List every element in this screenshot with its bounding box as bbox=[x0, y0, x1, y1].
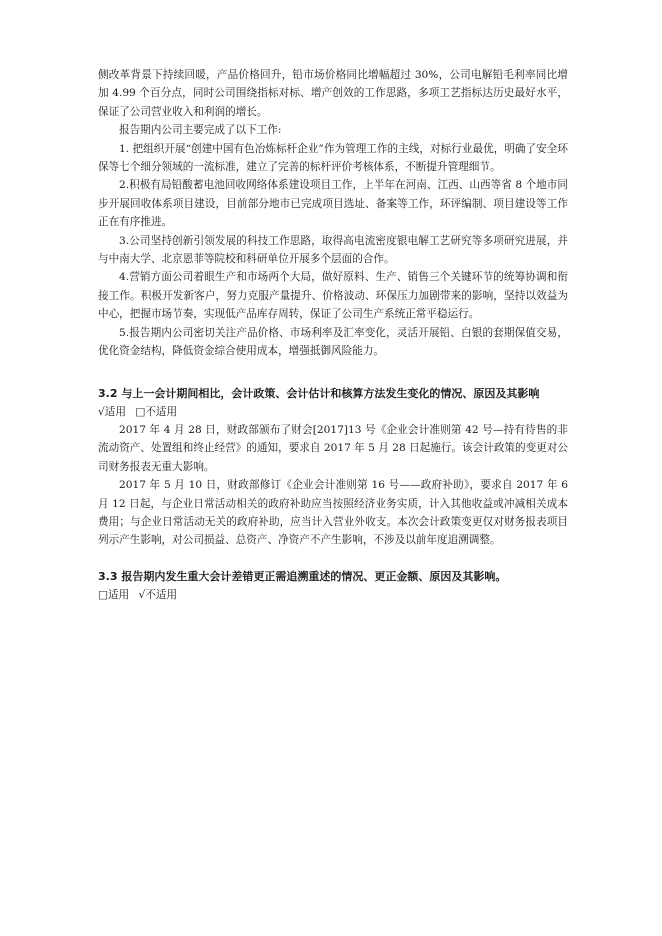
work-item-2: 2.积极有局铅酸蓄电池回收网络体系建设项目工作，上半年在河南、江西、山西等省 8 个地市同步开展回收体系项目建设，目前部分地市已完成项目选址、备案等工作，环评编制、项目建设等工作正在有序推进。 bbox=[98, 179, 568, 229]
section-3-2-heading: 3.2 与上一会计期间相比，会计政策、会计估计和核算方法发生变化的情况、原因及其影响 bbox=[98, 386, 540, 400]
work-item-5: 5.报告期内公司密切关注产品价格、市场利率及汇率变化，灵活开展铅、白银的套期保值交易，优化资金结构，降低资金综合使用成本，增强抵御风险能力。 bbox=[98, 326, 568, 358]
applicable-checkbox: □适用 bbox=[98, 588, 130, 601]
policy-change-paragraph-1: 2017 年 4 月 28 日，财政部颁布了财会[2017]13 号《企业会计准则第 42 号—持有待售的非流动资产、处置组和终止经营》的通知，要求自 2017 年 5 月 28 日起施行。该会计政策的变更对公司财务报表无重大影响。 bbox=[98, 423, 568, 473]
work-item-1: 1. 把组织开展“创建中国有色冶炼标杆企业”作为管理工作的主线，对标行业最优，明确了安全环保等七个细分领域的一流标准，建立了完善的标杆评价考核体系，不断提升管理细节。 bbox=[98, 142, 568, 174]
section-3-2-applicability bbox=[98, 403, 568, 421]
work-summary-lead: 报告期内公司主要完成了以下工作: bbox=[119, 124, 282, 137]
section-3-3-applicability bbox=[98, 586, 568, 604]
not-applicable-checkbox: √不适用 bbox=[138, 588, 178, 601]
work-item-3: 3.公司坚持创新引领发展的科技工作思路，取得高电流密度银电解工艺研究等多项研究进展，并与中南大学、北京恩菲等院校和科研单位开展多个层面的合作。 bbox=[98, 234, 568, 266]
document-body bbox=[98, 66, 568, 604]
not-applicable-checkbox: □不适用 bbox=[135, 405, 178, 418]
section-3-3-heading: 3.3 报告期内发生重大会计差错更正需追溯重述的情况、更正金额、原因及其影响。 bbox=[98, 569, 507, 583]
applicable-checkbox: √适用 bbox=[98, 405, 126, 418]
work-item-4: 4.营销方面公司着眼生产和市场两个大局，做好原料、生产、销售三个关键环节的统筹协调和衔接工作。积极开发新客户，努力克服产量提升、价格波动、环保压力加剧带来的影响，坚持以效益为中心，把握市场节奏，实现低产品库存周转，保证了公司生产系统正常平稳运行。 bbox=[98, 271, 568, 321]
policy-change-paragraph-2: 2017 年 5 月 10 日，财政部修订《企业会计准则第 16 号——政府补助》，要求自 2017 年 6 月 12 日起，与企业日常活动相关的政府补助应当按照经济业务实质，计入其他收益或冲减相关成本费用；与企业日常活动无关的政府补助，应当计入营业外收支。本次会计政策变更仅对财务报表项目列示产生影响，对公司损益、总资产、净资产不产生影响，不涉及以前年度追溯调整。 bbox=[98, 479, 568, 547]
intro-paragraph: 侧改革背景下持续回暖，产品价格回升，铅市场价格同比增幅超过 30%，公司电解铅毛利率同比增加 4.99 个百分点，同时公司围绕指标对标、增产创效的工作思路，多项工艺指标达历史最好水平，保证了公司营业收入和利润的增长。 bbox=[98, 69, 568, 118]
